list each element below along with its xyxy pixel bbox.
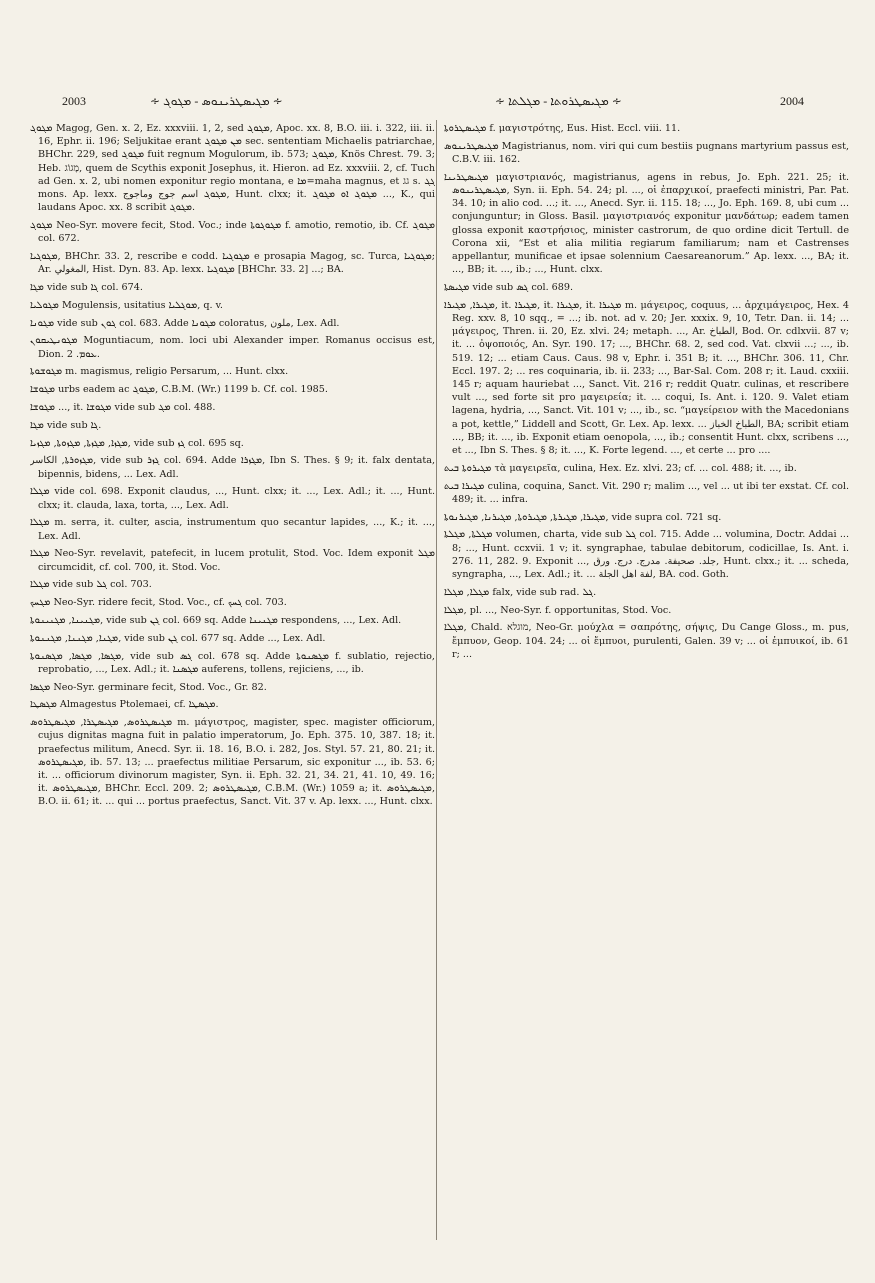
- entry-text: ܡܓܝܪܐ, ܡܓܝܪܐ, it. ܡܓܝܪܐ, it. ܡܓܝܪܐ, it. ܡܓܝܪܐ m. μάγειρος, coquus, ... ἀρχιμάγειρος, Hex. 4 Reg. xxv. 8, 10 sqq., = ...; ib. not. ad v. 20; Jer. xxxix. 9, 10, Tetr. Dan. ii. 14; ... μάγειρος, Thren. ii. 20, Ez. xlvi. 24; metaph. ..., Ar. الطباخ, Bod. Or. cdlxvii. 87 v; it. ... ὀψοποιός, An. Syr. 190. 17; ..., BHChr. 68. 2, sed cod. Vat. clxvii ...; ..., ib. 519. 12; ... etiam Caus. Caus. 98 v, Ephr. i. 351 B; it. ..., BHChr. 306. 11, Chr. Eccl. 197. 2; ... res coquinaria, ib. ii. 233; ..., Bar-Sal. Com. 208 r; it. Laud. cxxiii. 145 r; aquam hauriebat ..., Sanct. Vit. 216 r; reddit Quatr. culinas, et rescribere vult ..., sed forte sit pro μαγειρεία; it. ... coqui, Is. Ant. i. 120. 9. Valet etiam lagena, hydria, ..., Sanct. Vit. 101 v; ..., ib., sc. “μαγείρειον with the Macedonians a pot, kettle,” Liddell and Scott, Gr. Lex. Ap. lexx. ... الطباخ الخباز, BA; scribit etiam ..., BB; it. ..., ib. Exponit etiam oenopola, ..., ib.; consentit Hunt. clxx, scribens ..., et ..., Ibn S. Thes. § 8; it. ..., K. Forte legend. ..., et certe ... pro ....: [444, 299, 849, 457]
- dictionary-entry: [30, 334, 435, 360]
- dictionary-entry: [444, 281, 849, 294]
- dictionary-entry: [30, 596, 435, 609]
- entry-text: ܡܓܙܐ, ܡܓܙܬܐ, ܡܓܙܘܬܐ, ܡܓܙܝܐ, vide sub ܓܙ col. 695 sq.: [30, 437, 244, 449]
- entry-text: ܡܓܘܓ Magog, Gen. x. 2, Ez. xxxviii. 1, 2, sed ܡܓܘܓ, Apoc. xx. 8, B.O. iii. i. 322, iii. ii. 16, Ephr. ii. 196; Seljukitae erant ܡܢ ܡܓܘܓ sec. sententiam Michaelis patriarchae, BHChr. 229, sed ܡܓܘܓ fuit regnum Mogulorum, ib. 573; ܡܓܘܓ, Knös Chrest. 79. 3; Heb. מָגוֹג, quem de Scythis exponit Josephus, it. Hieron. ad Ez. xxxviii. 2, cf. Tuch ad Gen. x. 2, ubi nomen exponitur regio montana, e ܡܐ=maha magnus, et גג s. ܓܓ mons. Ap. lexx. ܡܓܘܓ اسم جوج وماجوج, Hunt. clxx; it. ܡܓܘܓ ܐܘ ܡܓܘܓ ..., K., qui laudans Apoc. xx. 8 scribit ܡܓܘܓ.: [30, 123, 435, 214]
- entry-text: ܡܓܝܪܐ, ܡܓܝܪܬܐ, ܡܓܝܪܘܬܐ, ܡܓܝܪܢܐ, ܡܓܝܪܢܘܬܐ, vide supra col. 721 sq.: [444, 511, 722, 523]
- entry-text: ܡܓܐ vide sub ܓܐ col. 674.: [30, 282, 143, 294]
- entry-text: ܡܓܠܐ Neo-Syr. revelavit, patefecit, in lucem protulit, Stod. Voc. Idem exponit ܡܓܠ circumcidit, cf. col. 700, it. Stod. Voc.: [30, 548, 435, 573]
- entry-text: ܡܓܙܘܪܬܐ, الكاسر, vide sub ܓܙܪ col. 694. Adde ܡܓܙܪܐ, Ibn S. Thes. § 9; it. falx dentata, bipennis, bidens, ... Lex. Adl.: [30, 455, 435, 480]
- running-header: [0, 94, 875, 114]
- dictionary-entry: [444, 586, 849, 599]
- entry-text: ܡܓܝܣܛܪܘܣ, ܡܓܝܣܛܪܐ, ܡܓܝܣܛܪܘܣ m. μάγιστρος, magister, spec. magister officiorum, cujus dignitas magna fuit in palatio imperatorum, Jo. Eph. 375. 10, 387. 18; it. praefectus militum, Anecd. Syr. ii. 18. 16, B.O. i. 282, Jos. Styl. 57. 21, 80. 21; it. ܡܓܝܣܛܪܘܣ, ib. 57. 13; ... praefectus militiae Persarum, sic exponitur ..., ib. 53. 6; it. ... officiorum divinorum magister, Syn. ii. Eph. 32. 21, 34. 21, 41. 10, 49. 16; it. ܡܓܝܣܛܪܘܣ, BHChr. Eccl. 209. 2; ܡܓܝܣܛܪܘܣ, C.B.M. (Wr.) 1059 a; it. ܡܓܝܣܛܪܘܣ, B.O. ii. 61; it. ... qui ... portus praefectus, Sanct. Vit. 37 v. Ap. lexx. ..., Hunt. clxx.: [30, 717, 435, 808]
- entry-text: ܡܓܠܐ vide col. 698. Exponit claudus, ..., Hunt. clxx; it. ..., Lex. Adl.; it. ..., Hunt. clxx; it. clauda, laxa, torta, ..., Lex. Adl.: [30, 486, 435, 511]
- left-running-title: ∻ ܡܓܝܣܛܪܝܢܘܣ - ܡܓܘܓ ∻: [150, 94, 283, 108]
- dictionary-entry: [30, 317, 435, 330]
- entry-text: ܡܓܝܪܘܬܐ ܒܝܬ τὰ μαγειρεῖα, culina, Hex. Ez. xlvi. 23; cf. ... col. 488; it. ..., ib.: [444, 462, 797, 474]
- dictionary-entry: [30, 365, 435, 378]
- entry-text: ܡܓܘܢܛܝܩܘܢ Moguntiacum, nom. loci ubi Alexander imper. Romanus occisus est, Dion. ܥܘܡ. 2.: [30, 335, 435, 360]
- dictionary-entry: [30, 485, 435, 511]
- entry-text: ܡܓܠܐ, ܡܓܠܐ falx, vide sub rad. ܓܠ.: [444, 586, 597, 598]
- dictionary-entry: [30, 681, 435, 694]
- entry-text: ܡܓܠܬܐ, ܡܓܠܬܐ volumen, charta, vide sub ܓܠ col. 715. Adde ... volumina, Doctr. Addai ... 8; ..., Hunt. ccxvii. 1 v; it. syngraphae, tabulae debitorum, codicillae, Is. Ant. i. 276. 11, 282. 9. Exponit ..., جلد. صحيفة. مدرج. درج. ورق, Hunt. clxx.; it. ... scheda, syngrapha, ..., Lex. Adl.; it. ... لفة اهل الجلة, BA. cod. Goth.: [444, 529, 849, 581]
- dictionary-entry: [444, 511, 849, 524]
- dictionary-entry: [444, 604, 849, 617]
- entry-text: ܡܓܢܝܢܐ, ܡܓܢܝܢܘܬܐ, vide sub ܓܢ col. 669 sq. Adde ܡܓܢܝܢܐ respondens, ..., Lex. Adl.: [30, 614, 402, 626]
- dictionary-entry: [30, 419, 435, 432]
- dictionary-entry: [30, 122, 435, 214]
- entry-text: ܡܓܝܣܛܪܝܢܘܣ Magistrianus, nom. viri qui cum bestiis pugnans martyrium passus est, C.B.V. iii. 162.: [444, 140, 849, 165]
- entry-text: ܡܓܘܫܐ urbs eadem ac ܡܓܘܓ, C.B.M. (Wr.) 1199 b. Cf. col. 1985.: [30, 384, 328, 396]
- right-page-number: 2004: [780, 94, 804, 108]
- dictionary-entry: [444, 299, 849, 457]
- dictionary-entry: [444, 621, 849, 661]
- right-column: [444, 122, 849, 1262]
- entry-text: ܡܓܝܪܐ ܒܝܬ culina, coquina, Sanct. Vit. 290 r; malim ..., vel ... ut ibi ter exstat. Cf. col. 489; it. ... infra.: [444, 480, 849, 505]
- entry-text: ܡܓܘܠܝܐ Mogulensis, usitatius ܡܘܓܠܝܐ, q. v.: [30, 299, 223, 311]
- entry-text: ܡܓܘܓ Neo-Syr. movere fecit, Stod. Voc.; inde ܡܓܘܓܘܬܐ f. amotio, remotio, ib. Cf. ܡܓܘܓ col. 672.: [30, 220, 435, 245]
- dictionary-entry: [30, 632, 435, 645]
- dictionary-entry: [30, 437, 435, 450]
- entry-text: ܡܓܘܢܐ vide sub ܓܘܢ col. 683. Adde ܡܓܘܢܐ coloratus, ملون, Lex. Adl.: [30, 317, 340, 329]
- dictionary-entry: [30, 219, 435, 245]
- entry-text: ܡܓܢܐ, ܡܓܢܢܐ, ܡܓܢܢܘܬܐ, vide sub ܓܢ col. 677 sq. Adde ..., Lex. Adl.: [30, 632, 326, 644]
- dictionary-entry: [30, 383, 435, 396]
- entry-text: ܡܓܠܐ vide sub ܓܠ col. 703.: [30, 579, 152, 591]
- entry-text: ܡܓܚܟ Neo-Syr. ridere fecit, Stod. Voc., cf. ܓܚܟ col. 703.: [30, 597, 287, 609]
- dictionary-entry: [444, 122, 849, 135]
- entry-text: ܡܓܘܓܝܐ, BHChr. 33. 2, rescribe e codd. ܡܓܘܓܝܐ e prosapia Magog, sc. Turca, ܡܓܘܓܝܐ; Ar. المغولي, Hist. Dyn. 83. Ap. lexx. ܡܓܘܓܝܐ [BHChr. 33. 2] ...; BA.: [30, 251, 435, 276]
- entry-text: ܡܓܠܐ m. serra, it. culter, ascia, instrumentum quo secantur lapides, ..., K.; it. ..., Lex. Adl.: [30, 517, 435, 542]
- entry-text: ܡܓܣܛܐ Almagestus Ptolemaei, cf. ܡܓܣܛܐ.: [30, 699, 219, 711]
- entry-text: ܡܓܣܐ Neo-Syr. germinare fecit, Stod. Voc., Gr. 82.: [30, 681, 267, 693]
- entry-text: ܡܓܘܫܐ ..., it. ܡܓܘܫܐ vide sub ܡܓ col. 488.: [30, 402, 216, 413]
- dictionary-entry: [30, 578, 435, 591]
- dictionary-entry: [30, 614, 435, 627]
- right-running-title: ∻ ܡܓܝܣܛܪܘܬܐ - ܡܓܠܬܐ ∻: [495, 94, 622, 108]
- dictionary-entry: [30, 401, 435, 414]
- dictionary-entry: [30, 299, 435, 312]
- dictionary-entry: [444, 462, 849, 475]
- dictionary-entry: [30, 454, 435, 480]
- dictionary-entry: [30, 281, 435, 294]
- entry-text: ܡܓܝܣܛܪܝܢܐ μαγιστριανός, magistrianus, agens in rebus, Jo. Eph. 221. 25; it. ܡܓܝܣܛܪܝܢܘܣ, Syn. ii. Eph. 54. 24; pl. ..., οἱ ἐπαρχικοί, praefecti ministri, Par. Pat. 34. 10; in alio cod. ...; it. ..., Anecd. Syr. ii. 115. 18; ..., Jo. Eph. 169. 8, ubi cum ... conjunguntur; in Gloss. Basil. μαγιστριανός exponitur μανδάτωρ; eadem tamen glossa exponit καστρήσιος, minister castrorum, de quo ordine dicit Tertull. de Corona xii, “Est et alia militia regiarum familiarum; nam et Castrenses appellantur, munificae et ipsae solennium Caesareanorum.” Ap. lexx. ..., BA; it. ..., BB; it. ..., ib.; ..., Hunt. clxx.: [444, 171, 849, 276]
- entry-text: ܡܓܣܐ, ܡܓܣܐ, ܡܓܣܢܘܬܐ, vide sub ܓܣ col. 678 sq. Adde ܡܓܣܢܘܬܐ f. sublatio, rejectio, reprobatio, ..., Lex. Adl.; it. ܡܓܣܢܐ auferens, tollens, rejiciens, ..., ib.: [30, 650, 435, 675]
- dictionary-entry: [30, 547, 435, 573]
- entry-text: ܡܓܘܫܘܬܐ m. magismus, religio Persarum, ... Hunt. clxx.: [30, 366, 289, 378]
- dictionary-entry: [30, 698, 435, 711]
- left-column: [30, 122, 435, 1262]
- dictionary-entry: [444, 480, 849, 506]
- entry-text: ܡܓܝܣܬܐ vide sub ܓܣ col. 689.: [444, 282, 574, 294]
- dictionary-entry: [444, 528, 849, 581]
- column-divider: [436, 120, 437, 1240]
- dictionary-entry: [444, 171, 849, 277]
- entry-text: ܡܓܐ vide sub ܓܐ.: [30, 419, 102, 431]
- dictionary-entry: [30, 650, 435, 676]
- dictionary-entry: [30, 716, 435, 808]
- dictionary-entry: [30, 516, 435, 542]
- entry-text: ܡܓܝܣܛܪܘܬܐ f. μαγιστρότης, Eus. Hist. Eccl. viii. 11.: [444, 123, 681, 134]
- dictionary-entry: [444, 140, 849, 166]
- left-page-number: 2003: [62, 94, 86, 108]
- entry-text: ܡܓܠܐ, Chald. מוגלא, Neo-Gr. μούχλα = σαπρότης, σήψις, Du Cange Gloss., m. pus, ἔμπυον, Geop. 104. 24; ... οἱ ἔμπυοι, purulenti, Galen. 39 v; ... οἱ ἐμπυικοί, ib. 61 r; ...: [444, 622, 849, 660]
- dictionary-entry: [30, 250, 435, 276]
- entry-text: ܡܓܠܐ, pl. ..., Neo-Syr. f. opportunitas, Stod. Voc.: [444, 604, 672, 616]
